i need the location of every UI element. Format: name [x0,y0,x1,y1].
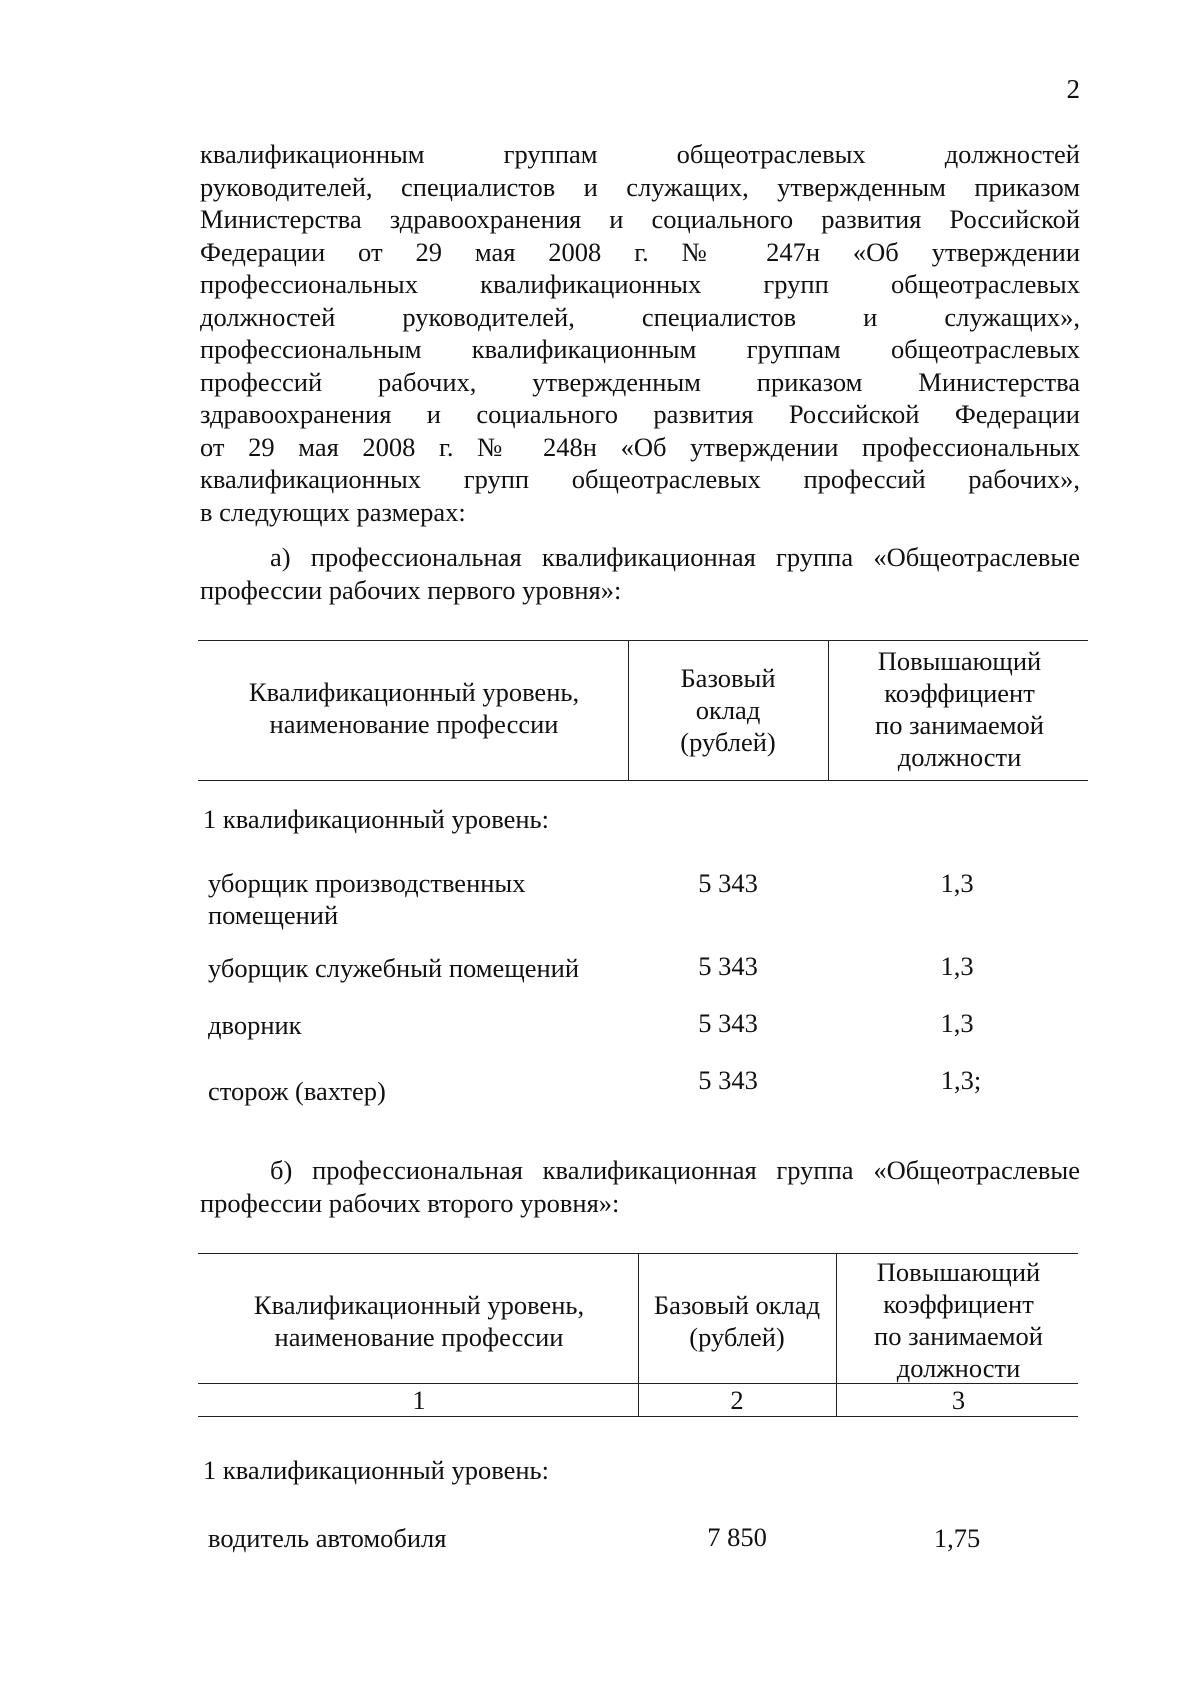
column-header-salary: Базовый оклад (рублей) [680,663,776,757]
column-header-coefficient: Повышающий коэффициент по занимаемой должности [875,646,1044,772]
text-line: Федерации от 29 мая 2008 г. № 247н «Об утверждении [200,236,1080,267]
column-divider [628,640,629,781]
text-line: квалификационным группам общеотраслевых должностей [200,139,1080,169]
table-top-rule [198,640,1088,641]
text-line: должностей руководителей, специалистов и служащих», [200,301,1080,332]
column-header-level: Квалификационный уровень, наименование профессии [253,1290,585,1352]
text-line: руководителей, специалистов и служащих, утвержденным приказом [200,171,1080,202]
column-divider [638,1253,639,1417]
text-line: в следующих размерах: [200,496,466,527]
coefficient: 1,3 [940,868,974,898]
text-line: от 29 мая 2008 г. № 248н «Об утверждении профессиональных [200,431,1080,462]
text-line: профессиональных квалификационных групп общеотраслевых [200,269,1080,299]
text-line: профессиональным квалификационным группам общеотраслевых [200,334,1080,364]
base-salary: 5 343 [698,868,758,898]
profession-name: водитель автомобиля [208,1523,447,1553]
profession-name: сторож (вахтер) [208,1076,386,1106]
text-line: здравоохранения и социального развития Российской Федерации [200,399,1080,429]
text-line: профессии рабочих первого уровня»: [200,574,622,605]
coefficient: 1,75 [933,1523,981,1553]
base-salary: 5 343 [698,951,758,981]
table-header-rule [198,780,1088,781]
column-number: 2 [730,1385,744,1415]
profession-name: уборщик производственных помещений [208,868,526,930]
base-salary: 7 850 [707,1522,767,1552]
level-label: 1 квалификационный уровень: [203,804,549,834]
text-line: квалификационных групп общеотраслевых профессий рабочих», [200,464,1080,494]
profession-name: дворник [208,1010,302,1040]
column-number: 1 [412,1385,426,1415]
column-header-level: Квалификационный уровень, наименование профессии [248,677,580,739]
intro-paragraph [200,138,1080,528]
column-divider [836,1253,837,1417]
base-salary: 5 343 [698,1008,758,1038]
base-salary: 5 343 [698,1065,758,1095]
column-header-salary: Базовый оклад (рублей) [653,1290,821,1352]
text-line: профессии рабочих второго уровня»: [200,1187,620,1218]
coefficient: 1,3; [940,1065,982,1095]
column-number: 3 [951,1385,966,1415]
level-label: 1 квалификационный уровень: [203,1455,549,1485]
profession-name: уборщик служебный помещений [208,953,580,983]
text-line: Министерства здравоохранения и социального развития Российской [200,204,1080,234]
section-b-heading [200,1154,1080,1219]
column-header-coefficient: Повышающий коэффициент по занимаемой должности [874,1257,1043,1383]
text-line: а) профессиональная квалификационная группа «Общеотраслевые [270,542,1080,572]
coefficient: 1,3 [940,951,974,981]
column-divider [828,640,829,781]
coefficient: 1,3 [940,1008,974,1038]
page-number: 2 [1066,74,1080,104]
text-line: б) профессиональная квалификационная группа «Общеотраслевые [270,1155,1080,1185]
section-a-heading [200,541,1080,606]
text-line: профессий рабочих, утвержденным приказом Министерства [200,366,1080,397]
